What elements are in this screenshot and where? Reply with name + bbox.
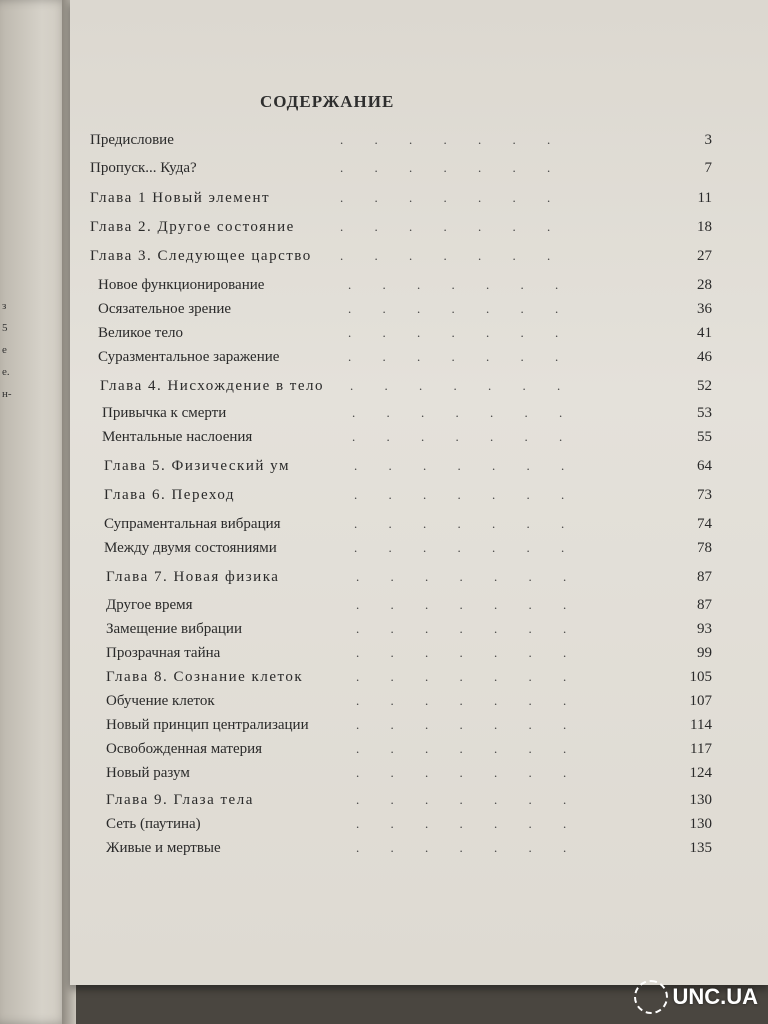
leader-dots: . . . . . . . bbox=[348, 277, 573, 292]
contents-page bbox=[70, 0, 768, 985]
leader-dots: . . . . . . . bbox=[348, 349, 573, 364]
toc-entry bbox=[106, 669, 712, 689]
left-mark: н- bbox=[2, 388, 12, 400]
leader-dots: . . . . . . . bbox=[356, 693, 581, 708]
leader-dots: . . . . . . . bbox=[356, 792, 581, 807]
toc-entry-page: 64 bbox=[697, 458, 712, 474]
toc-entry-label: Новый разум bbox=[106, 765, 190, 781]
toc-entry-label: Глава 2. Другое состояние bbox=[90, 219, 295, 235]
toc-entry-label: Глава 8. Сознание клеток bbox=[106, 669, 304, 685]
toc-entry-page: 41 bbox=[697, 325, 712, 341]
toc-entry-label: Пропуск... Куда? bbox=[90, 160, 197, 176]
toc-entry bbox=[90, 160, 712, 180]
toc-entry-label: Ментальные наслоения bbox=[102, 429, 253, 445]
leader-dots: . . . . . . . bbox=[348, 301, 573, 316]
leader-dots: . . . . . . . bbox=[340, 160, 565, 175]
toc-entry-page: 46 bbox=[697, 349, 712, 365]
toc-entry-page: 7 bbox=[704, 160, 712, 176]
toc-entry bbox=[100, 378, 712, 398]
toc-entry-label: Новое функционирование bbox=[98, 277, 265, 293]
sun-stamp-icon bbox=[634, 980, 668, 1014]
toc-entry-label: Между двумя состояниями bbox=[104, 540, 277, 556]
toc-entry bbox=[104, 516, 712, 536]
toc-entry-page: 55 bbox=[697, 429, 712, 445]
toc-entry bbox=[98, 277, 712, 297]
toc-entry-page: 124 bbox=[689, 765, 712, 781]
toc-entry bbox=[102, 405, 712, 425]
toc-entry-label: Глава 9. Глаза тела bbox=[106, 792, 254, 808]
toc-entry-page: 93 bbox=[697, 621, 712, 637]
toc-entry bbox=[104, 487, 712, 507]
toc-entry-page: 105 bbox=[689, 669, 712, 685]
toc-entry bbox=[90, 248, 712, 268]
toc-entry-label: Глава 5. Физический ум bbox=[104, 458, 290, 474]
leader-dots: . . . . . . . bbox=[340, 248, 565, 263]
left-page-marks bbox=[2, 300, 22, 410]
toc-entry-label: Суразментальное заражение bbox=[98, 349, 280, 365]
toc-entry-page: 28 bbox=[697, 277, 712, 293]
toc-entry-label: Привычка к смерти bbox=[102, 405, 227, 421]
page-title: СОДЕРЖАНИЕ bbox=[260, 92, 395, 111]
toc-entry-page: 117 bbox=[690, 741, 712, 757]
toc-entry-label: Глава 6. Переход bbox=[104, 487, 236, 503]
toc-entry-page: 73 bbox=[697, 487, 712, 503]
toc-entry bbox=[102, 429, 712, 449]
leader-dots: . . . . . . . bbox=[356, 717, 581, 732]
toc-entry-label: Глава 3. Следующее царство bbox=[90, 248, 312, 264]
leader-dots: . . . . . . . bbox=[352, 405, 577, 420]
toc-entry-page: 99 bbox=[697, 645, 712, 661]
watermark bbox=[634, 980, 758, 1014]
toc-entry-page: 18 bbox=[697, 219, 712, 235]
watermark-text: UNC.UA bbox=[672, 984, 758, 1009]
toc-entry-label: Прозрачная тайна bbox=[106, 645, 221, 661]
toc-entry bbox=[106, 741, 712, 761]
leader-dots: . . . . . . . bbox=[356, 840, 581, 855]
toc-entry bbox=[90, 219, 712, 239]
leader-dots: . . . . . . . bbox=[356, 645, 581, 660]
leader-dots: . . . . . . . bbox=[356, 816, 581, 831]
toc-entry bbox=[106, 717, 712, 737]
left-page-edge bbox=[0, 0, 70, 1024]
leader-dots: . . . . . . . bbox=[350, 378, 575, 393]
toc-entry bbox=[106, 597, 712, 617]
toc-entry-label: Предисловие bbox=[90, 132, 174, 148]
toc-entry-page: 3 bbox=[704, 132, 712, 148]
toc-entry bbox=[90, 190, 712, 210]
toc-entry bbox=[98, 301, 712, 321]
toc-entry-page: 52 bbox=[697, 378, 712, 394]
toc-entry bbox=[90, 132, 712, 152]
toc-entry-page: 53 bbox=[697, 405, 712, 421]
toc-entry-label: Освобожденная материя bbox=[106, 741, 263, 757]
toc-entry bbox=[106, 645, 712, 665]
toc-entry bbox=[104, 540, 712, 560]
leader-dots: . . . . . . . bbox=[340, 190, 565, 205]
left-mark: е. bbox=[2, 366, 10, 378]
toc-entry bbox=[98, 349, 712, 369]
toc-entry-page: 78 bbox=[697, 540, 712, 556]
toc-entry bbox=[106, 693, 712, 713]
toc-entry-page: 107 bbox=[689, 693, 712, 709]
leader-dots: . . . . . . . bbox=[356, 741, 581, 756]
toc-entry-page: 130 bbox=[689, 792, 712, 808]
toc-entry-label: Глава 7. Новая физика bbox=[106, 569, 280, 585]
toc-entry-page: 130 bbox=[689, 816, 712, 832]
leader-dots: . . . . . . . bbox=[354, 516, 579, 531]
toc-entry bbox=[106, 792, 712, 812]
toc-entry-label: Глава 4. Нисхождение в тело bbox=[100, 378, 325, 394]
toc-entry-label: Великое тело bbox=[98, 325, 183, 341]
toc-entry-label: Сеть (паутина) bbox=[106, 816, 201, 832]
toc-entry-label: Новый принцип централизации bbox=[106, 717, 309, 733]
leader-dots: . . . . . . . bbox=[348, 325, 573, 340]
toc-entry-page: 87 bbox=[697, 569, 712, 585]
leader-dots: . . . . . . . bbox=[340, 219, 565, 234]
leader-dots: . . . . . . . bbox=[354, 487, 579, 502]
toc-entry bbox=[106, 840, 712, 860]
leader-dots: . . . . . . . bbox=[356, 765, 581, 780]
toc-entry-label: Замещение вибрации bbox=[106, 621, 242, 637]
leader-dots: . . . . . . . bbox=[356, 621, 581, 636]
left-mark: е bbox=[2, 344, 7, 356]
toc-entry-page: 74 bbox=[697, 516, 712, 532]
leader-dots: . . . . . . . bbox=[356, 569, 581, 584]
left-mark: 5 bbox=[2, 322, 8, 334]
toc-entry-label: Глава 1 Новый элемент bbox=[90, 190, 271, 206]
toc-entry-page: 135 bbox=[689, 840, 712, 856]
toc-entry bbox=[104, 458, 712, 478]
leader-dots: . . . . . . . bbox=[340, 132, 565, 147]
toc-entry-label: Супраментальная вибрация bbox=[104, 516, 281, 532]
toc-entry bbox=[98, 325, 712, 345]
toc-entry-page: 36 bbox=[697, 301, 712, 317]
toc-entry bbox=[106, 621, 712, 641]
toc-entry bbox=[106, 765, 712, 785]
toc-entry-page: 11 bbox=[697, 190, 712, 206]
leader-dots: . . . . . . . bbox=[356, 597, 581, 612]
toc-entry-page: 114 bbox=[690, 717, 712, 733]
leader-dots: . . . . . . . bbox=[354, 540, 579, 555]
toc-entry-label: Обучение клеток bbox=[106, 693, 215, 709]
toc-entry-label: Другое время bbox=[106, 597, 193, 613]
left-mark: з bbox=[2, 300, 7, 312]
toc-entry-label: Осязательное зрение bbox=[98, 301, 232, 317]
toc-entry-page: 27 bbox=[697, 248, 712, 264]
leader-dots: . . . . . . . bbox=[354, 458, 579, 473]
leader-dots: . . . . . . . bbox=[356, 669, 581, 684]
toc-entry-label: Живые и мертвые bbox=[106, 840, 221, 856]
toc-entry-page: 87 bbox=[697, 597, 712, 613]
leader-dots: . . . . . . . bbox=[352, 429, 577, 444]
toc-entry bbox=[106, 569, 712, 589]
toc-entry bbox=[106, 816, 712, 836]
